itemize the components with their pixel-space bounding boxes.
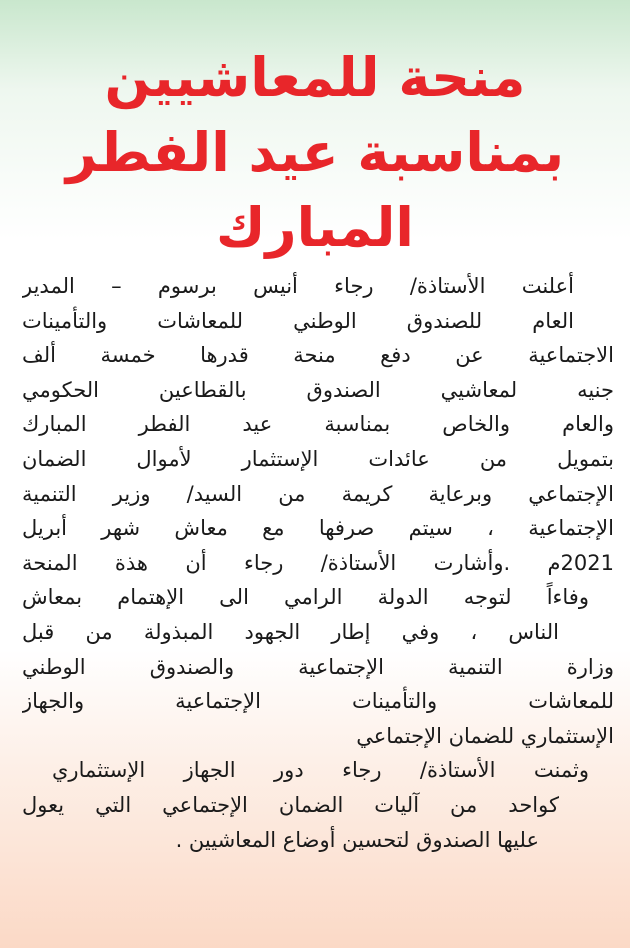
- article-line: الإستثماري للضمان الإجتماعي: [356, 723, 614, 748]
- article-line: الاجتماعية عن دفع منحة قدرها خمسة ألف: [22, 343, 614, 368]
- article-line: وثمنت الأستاذة/ رجاء دور الجهاز الإستثماري: [52, 758, 589, 783]
- article-line: 2021م .وأشارت الأستاذة/ رجاء أن هذة المنحة: [22, 550, 614, 575]
- article-line: الإجتماعي وبرعاية كريمة من السيد/ وزير التنمية: [22, 481, 614, 506]
- article-line: للمعاشات والتأمينات الإجتماعية والجهاز: [22, 689, 614, 714]
- article-line: جنيه لمعاشيي الصندوق بالقطاعين الحكومي: [22, 377, 614, 402]
- headline-line-1: منحة للمعاشيين: [104, 46, 526, 109]
- article-line: الإجتماعية ، سيتم صرفها مع معاش شهر أبريل: [22, 516, 614, 541]
- article-line: كواحد من آليات الضمان الإجتماعي التي يعول: [22, 792, 559, 817]
- article-line: أعلنت الأستاذة/ رجاء أنيس برسوم – المدير: [22, 274, 574, 298]
- article-line: العام للصندوق الوطني للمعاشات والتأمينات: [22, 308, 574, 333]
- article-line: وفاءاً لتوجه الدولة الرامي الى الإهتمام بمعاش: [22, 585, 589, 610]
- headline-line-3: المبارك: [216, 196, 414, 259]
- article-body: [22, 269, 614, 857]
- article-line: عليها الصندوق لتحسين أوضاع المعاشيين .: [175, 827, 539, 852]
- article-line: وزارة التنمية الإجتماعية والصندوق الوطني: [22, 654, 614, 679]
- article-line: بتمويل من عائدات الإستثمار لأموال الضمان: [22, 446, 614, 471]
- headline-line-2: بمناسبة عيد الفطر: [65, 121, 565, 184]
- article-line: والعام والخاص بمناسبة عيد الفطر المبارك: [22, 412, 614, 437]
- headline: [20, 40, 610, 265]
- article-line: الناس ، وفي إطار الجهود المبذولة من قبل: [22, 619, 559, 644]
